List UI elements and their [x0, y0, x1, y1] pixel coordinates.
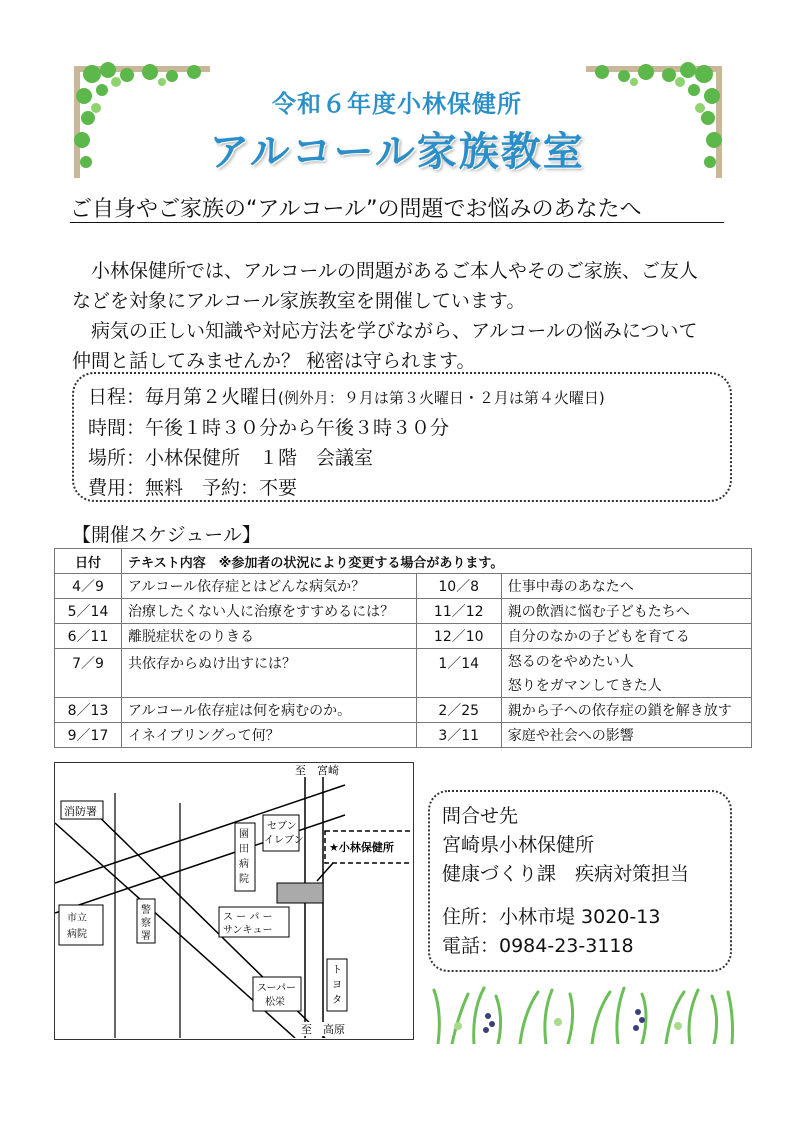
row-date: 8／13 [55, 698, 122, 723]
tagline-underline [70, 222, 724, 223]
map-to-takahara: 至 高原 [301, 1023, 345, 1036]
info-schedule-note: (例外月：９月は第３火曜日・２月は第４火曜日) [278, 389, 605, 407]
map-city-hospital-label: 病院 [67, 929, 87, 940]
row-topic: 親から子への依存症の鎖を解き放す [501, 698, 751, 723]
contact-dept: 健康づくり課 疾病対策担当 [442, 863, 690, 885]
map-sonoda-label: 田 [239, 844, 249, 855]
intro-line: 小林保健所では、アルコールの問題があるご本人やそのご家族、ご友人 [72, 260, 698, 282]
col-date-header: 日付 [55, 549, 122, 574]
map-clinic-building [277, 883, 323, 903]
row-date: 1／14 [416, 649, 501, 698]
row-topic: 自分のなかの子どもを育てる [501, 624, 751, 649]
table-row [55, 599, 752, 624]
map-city-hospital-label: 市立 [67, 913, 87, 924]
map-seven-label: イレブン [264, 835, 304, 846]
row-topic: 共依存からぬけ出すには？ [122, 649, 417, 698]
info-schedule-value: 毎月第２火曜日 [145, 386, 279, 408]
schedule-table [54, 548, 752, 748]
row-date: 5／14 [55, 599, 122, 624]
map-matsuei-label: 松栄 [265, 997, 285, 1008]
row-date: 4／9 [55, 574, 122, 599]
row-topic: 家庭や社会への影響 [501, 723, 751, 748]
row-topic: イネイブリングって何？ [122, 723, 417, 748]
map-toyota-label: ト [332, 965, 342, 976]
map-police-label: 署 [141, 931, 151, 942]
row-date: 9／17 [55, 723, 122, 748]
row-date: 2／25 [416, 698, 501, 723]
tagline: ご自身やご家族の“アルコール”の問題でお悩みのあなたへ [70, 197, 642, 222]
row-date: 11／12 [416, 599, 501, 624]
info-box [72, 372, 732, 502]
row-date: 10／8 [416, 574, 501, 599]
map-fire-station-label: 消防署 [64, 805, 97, 818]
map-toyota-label: タ [332, 995, 342, 1006]
grass-decoration-icon [428, 982, 738, 1044]
row-date: 12／10 [416, 624, 501, 649]
row-date: 7／9 [55, 649, 122, 698]
info-time: 時間：午後１時３０分から午後３時３０分 [88, 417, 450, 439]
col-content-header: テキスト内容 ※参加者の状況により変更する場合があります。 [122, 549, 752, 574]
map-sankyu-label: ス ー パ ー [223, 912, 273, 923]
table-row [55, 624, 752, 649]
table-row [55, 723, 752, 748]
row-date: 3／11 [416, 723, 501, 748]
header-subtitle: 令和６年度小林保健所 [272, 90, 522, 118]
map-clinic-label: ★小林保健所 [329, 841, 394, 854]
table-row [55, 649, 752, 674]
map-police-label: 警 [141, 905, 151, 916]
intro-text [72, 256, 732, 376]
row-topic: 離脱症状をのりきる [122, 624, 417, 649]
page-title: アルコール家族教室 [209, 129, 585, 175]
map-police-label: 察 [141, 918, 151, 929]
map-sonoda-label: 病 [239, 859, 249, 870]
table-row [55, 698, 752, 723]
map-seven-label: セブン [267, 821, 297, 832]
schedule-heading: 【開催スケジュール】 [72, 524, 261, 546]
map-clinic-pointer [317, 863, 333, 881]
row-topic: 怒りをガマンしてきた人 [501, 673, 751, 698]
intro-line: 病気の正しい知識や対応方法を学びながら、アルコールの悩みについて [72, 320, 698, 342]
info-fee: 費用：無料 予約：不要 [88, 477, 298, 499]
row-topic: 仕事中毒のあなたへ [501, 574, 751, 599]
map-drawing [55, 763, 412, 1038]
row-topic: 親の飲酒に悩む子どもたちへ [501, 599, 751, 624]
row-topic: アルコール依存症は何を病むのか。 [122, 698, 417, 723]
contact-heading: 問合せ先 [442, 805, 519, 827]
row-topic: アルコール依存症とはどんな病気か？ [122, 574, 417, 599]
table-header-row [55, 549, 752, 574]
contact-address: 住所：小林市堤 3020-13 [442, 906, 661, 928]
intro-line: 仲間と話してみませんか？ 秘密は守られます。 [72, 350, 476, 372]
row-topic: 治療したくない人に治療をすすめるには？ [122, 599, 417, 624]
info-schedule [88, 382, 716, 413]
map-matsuei-label: スーパー [257, 983, 296, 994]
map-sonoda-label: 院 [239, 874, 249, 885]
map-toyota-label: ヨ [332, 980, 342, 991]
row-topic: 怒るのをやめたい人 [501, 649, 751, 674]
contact-box [428, 790, 732, 972]
map-road-diagonal-upper [55, 785, 345, 883]
table-row [55, 574, 752, 599]
contact-phone: 電話：0984-23-3118 [442, 935, 634, 957]
row-date: 6／11 [55, 624, 122, 649]
info-schedule-label: 日程： [88, 386, 146, 408]
map-to-miyazaki: 至 宮崎 [295, 764, 339, 777]
info-place: 場所：小林保健所 １階 会議室 [88, 447, 374, 469]
intro-line: などを対象にアルコール家族教室を開催しています。 [72, 290, 526, 312]
access-map [54, 762, 414, 1040]
contact-org: 宮崎県小林保健所 [442, 834, 595, 856]
map-sankyu-label: サンキュー [223, 925, 273, 936]
map-sonoda-label: 園 [239, 829, 249, 840]
